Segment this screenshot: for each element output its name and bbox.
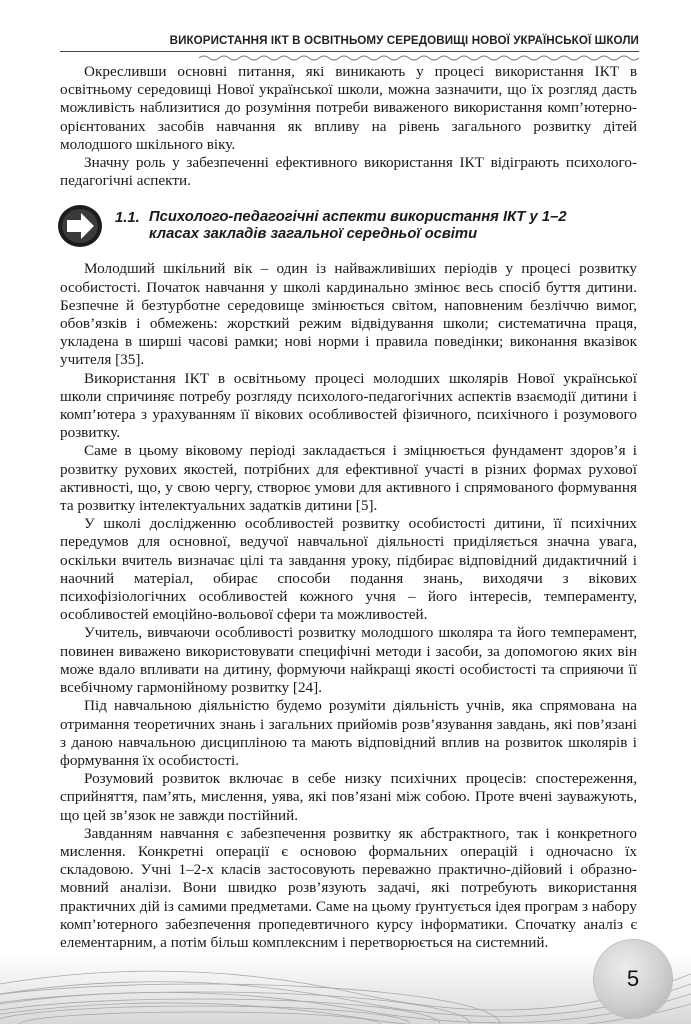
header-wave-ornament	[199, 54, 639, 62]
page-content	[60, 63, 637, 952]
body-paragraph: Учитель, вивчаючи особливості розвитку молодшого школяра та його темперамент, повинен виважено використовувати специфічні методи і засоби, за допомогою яких він може вдало впливати на дитину, формуючи найкращі якості особистості та сприяючи її всебічному гармонійному розвитку [24].	[60, 624, 637, 697]
running-title: ВИКОРИСТАННЯ ІКТ В ОСВІТНЬОМУ СЕРЕДОВИЩІ НОВОЇ УКРАЇНСЬКОЇ ШКОЛИ	[169, 34, 639, 47]
footer-decoration	[0, 914, 691, 1024]
body-paragraph: У школі дослідженню особливостей розвитку особистості дитини, її психічних передумов для основної, ведучої навчальної діяльності приділяється значна увага, оскільки вчитель визначає цілі та завдання уроку, підбирає відповідний дидактичний і наочний матеріал, обирає способи подання знань, виходячи з вікових психофізіологічних особливостей кожного учня – його інтересів, темпераменту, особливостей емоційно-вольової сфери та можливостей.	[60, 515, 637, 624]
page-number: 5	[626, 966, 640, 991]
page-number-badge	[594, 940, 672, 1018]
section-title: Психолого-педагогічні аспекти використання ІКТ у 1–2 класах закладів загальної середньої освіти	[149, 209, 567, 243]
body-paragraph: Молодший шкільний вік – один із найважливіших періодів у процесі розвитку особистості. Початок навчання у школі кардинально змінює весь спосіб буття дитини. Безпечне й безтурботне середовище змінюється світом, наповненим безліччю вимог, обов’язків і обмежень: жорсткий режим відвідування школи; систематична праця, укладена в ширші часові рамки; нові норми і правила поведінки; виконання вказівок учителя [35].	[60, 260, 637, 369]
body-paragraph: Використання ІКТ в освітньому процесі молодших школярів Нової української школи спричиняє потребу розгляду психолого-педагогічних аспектів взаємодії дитини і комп’ютера з урахуванням її вікових особливостей фізичного, психічного і розумового розвитку.	[60, 369, 637, 442]
arrow-right-icon	[56, 203, 104, 249]
header-rule	[60, 51, 639, 52]
body-paragraph: Саме в цьому віковому періоді закладається і зміцнюється фундамент здоров’я і розвитку рухових якостей, потрібних для ефективної участі в різних формах рухової активності, що, у свою чергу, створює умови для активного і спрямованого формування та розвитку інтелектуальних задатків дитини [5].	[60, 442, 637, 515]
body-paragraph: Під навчальною діяльністю будемо розуміти діяльність учнів, яка спрямована на отримання теоретичних знань і загальних прийомів розв’язування завдань, які пов’язані з даною навчальною дисципліною та мають відповідний вплив на розвиток школярів і формування їх особистості.	[60, 697, 637, 769]
intro-paragraph: Окресливши основні питання, які виникають у процесі використання ІКТ в освітньому середовищі Нової української школи, можна зазначити, що їх розгляд дасть можливість наблизитися до розуміння потреби виваженого використання комп’ютерно-орієнтованих засобів навчання як впливу на рівень загального розвитку дітей молодшого шкільного віку.	[60, 63, 637, 153]
intro-paragraph: Значну роль у забезпеченні ефективного використання ІКТ відіграють психолого-педагогічні аспекти.	[60, 154, 637, 190]
section-number: 1.1.	[115, 210, 140, 227]
running-header	[60, 22, 639, 56]
body-paragraph: Розумовий розвиток включає в себе низку психічних процесів: спостереження, сприйняття, пам’ять, мислення, уява, які пов’язані між собою. Проте вчені зауважують, що цей зв’язок не завжди постійний.	[60, 770, 637, 824]
section-heading	[60, 206, 637, 260]
body-paragraph: Завданням навчання є забезпечення розвитку як абстрактного, так і конкретного мислення. Конкретні операції є основою формальних операцій і одночасно їх складовою. Учні 1–2-х класів застосовують переважно практично-дійовий і образно-мовний аналізи. Вони швидко розв’язують задачі, які потребують використання практичних дій із самими предметами. Саме на цьому ґрунтується ідея програм з набору комп’ютерного забезпечення пропедевтичного курсу інформатики. Спочатку аналіз є елементарним, а потім більш комплексним і перетворюється на системний.	[60, 824, 637, 951]
